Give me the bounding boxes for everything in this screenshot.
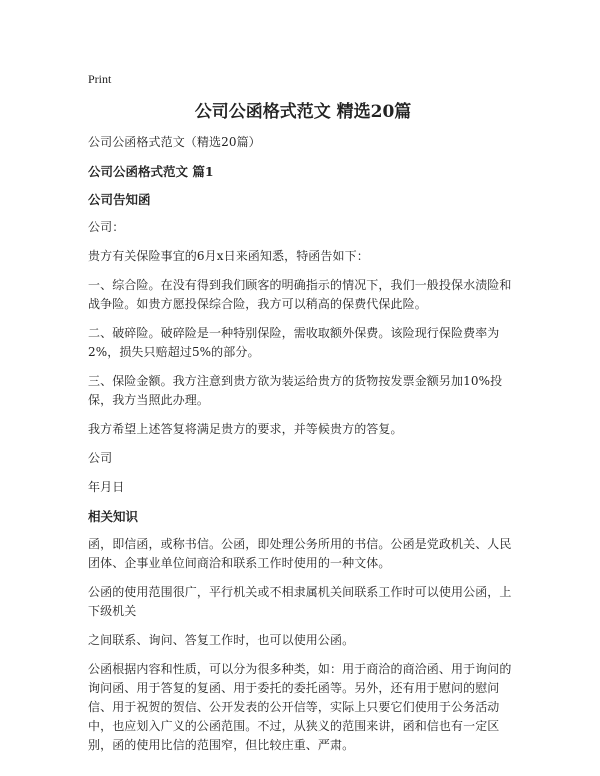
knowledge-paragraph: 之间联系、询问、答复工作时，也可以使用公函。 [88,633,355,647]
item-comprehensive-insurance: 一、综合险。在没有得到我们顾客的明确指示的情况下，我们一般投保水渍险和战争险。如贵方愿投保综合险，我方可以稍高的保费代保此险。 [88,278,512,311]
item-breakage-insurance: 二、破碎险。破碎险是一种特别保险，需收取额外保费。该险现行保险费率为2%，损失只赔超过5%的部分。 [88,326,500,359]
document-body [88,133,518,765]
knowledge-paragraph: 公函根据内容和性质，可以分为很多种类，如：用于商洽的商洽函、用于询问的询问函、用于答复的复函、用于委托的委托函等。另外，还有用于慰问的慰问信、用于祝贺的贺信、公开发表的公开信等，实际上只要它们使用于公务活动中，也应划入广义的公函范围。不过，从狭义的范围来讲，函和信也有一定区别，函的使用比信的范围窄，但比较庄重、严肃。 [88,662,512,752]
closing-paragraph: 我方希望上述答复将满足贵方的要求，并等候贵方的答复。 [88,422,403,436]
knowledge-heading: 相关知识 [88,509,139,524]
letter-title: 公司告知函 [88,192,151,207]
document-title: 公司公函格式范文 精选20篇 [194,102,412,122]
section-heading: 公司公函格式范文 篇1 [88,164,214,179]
salutation: 公司： [88,220,125,234]
knowledge-paragraph: 公函的使用范围很广，平行机关或不相隶属机关间联系工作时可以使用公函，上下级机关 [88,585,512,618]
item-insured-amount: 三、保险金额。我方注意到贵方欲为装运给贵方的货物按发票金额另加10%投保，我方当照此办理。 [88,374,503,407]
intro-paragraph: 贵方有关保险事宜的6月x日来函知悉，特函告如下： [88,249,369,263]
date-line: 年月日 [88,480,125,494]
signature: 公司 [88,451,113,465]
knowledge-paragraph: 函，即信函，或称书信。公函，即处理公务所用的书信。公函是党政机关、人民团体、企事业单位间商洽和联系工作时使用的一种文体。 [88,537,512,570]
document-subtitle: 公司公函格式范文（精选20篇） [88,135,261,149]
print-link[interactable]: Print [88,72,112,86]
